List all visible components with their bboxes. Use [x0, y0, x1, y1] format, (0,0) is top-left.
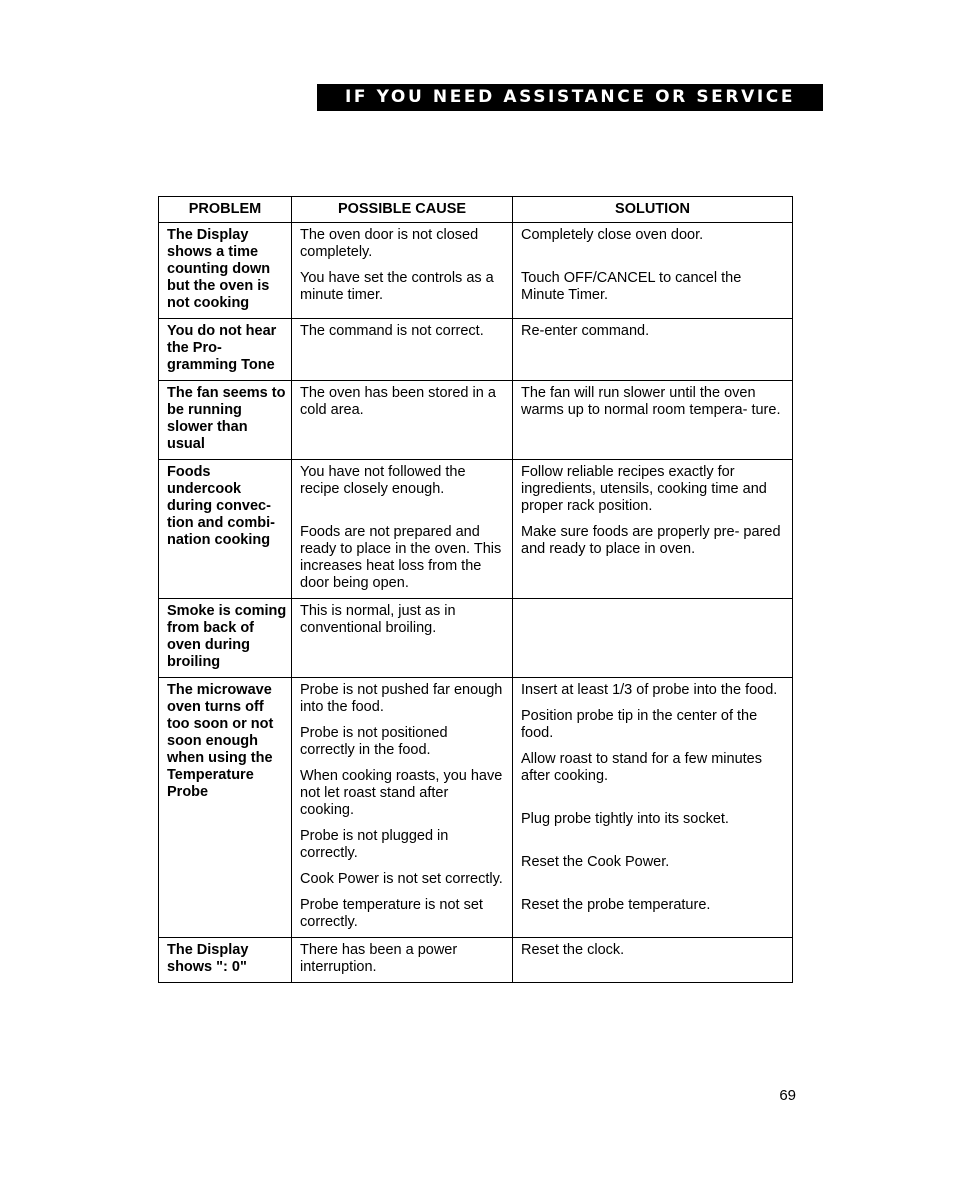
cause-entry: Probe is not positioned correctly in the food.: [300, 725, 448, 758]
solution-cell: [513, 381, 793, 460]
table-header-row: [159, 197, 793, 223]
problem-cell: The fan seems to be running slower than usual: [159, 381, 292, 460]
cause-entry: When cooking roasts, you have not let roast stand after cooking.: [300, 768, 503, 818]
solution-entry: Follow reliable recipes exactly for ingredients, utensils, cooking time and proper rack position.: [521, 464, 767, 514]
cause-cell: [292, 678, 513, 938]
problem-cell: The Display shows a time counting down but the oven is not cooking: [159, 223, 292, 319]
cause-entry: The oven has been stored in a cold area.: [300, 385, 496, 418]
column-header-solution: SOLUTION: [513, 197, 793, 223]
cause-entry: Cook Power is not set correctly.: [300, 871, 503, 887]
solution-cell: [513, 599, 793, 678]
table-row: [159, 938, 793, 983]
solution-entry: Reset the clock.: [521, 942, 625, 958]
solution-entry: Reset the probe temperature.: [521, 897, 711, 913]
solution-cell: [513, 938, 793, 983]
cause-cell: [292, 599, 513, 678]
table-row: [159, 460, 793, 599]
table-row: [159, 223, 793, 319]
solution-cell: [513, 223, 793, 319]
cause-cell: [292, 460, 513, 599]
cause-entry: The oven door is not closed completely.: [300, 227, 479, 260]
solution-cell: [513, 319, 793, 381]
solution-entry: Make sure foods are properly pre- pared and ready to place in oven.: [521, 524, 781, 557]
problem-cell: You do not hear the Pro- gramming Tone: [159, 319, 292, 381]
problem-cell: Foods undercook during convec- tion and combi- nation cooking: [159, 460, 292, 599]
table-row: [159, 319, 793, 381]
cause-entry: Probe is not plugged in correctly.: [300, 828, 449, 861]
solution-entry: Position probe tip in the center of the food.: [521, 708, 758, 741]
problem-cell: Smoke is coming from back of oven during broiling: [159, 599, 292, 678]
solution-entry: Plug probe tightly into its socket.: [521, 811, 729, 827]
table-row: [159, 678, 793, 938]
solution-entry: Completely close oven door.: [521, 227, 704, 243]
table-row: [159, 599, 793, 678]
troubleshooting-table: [158, 196, 793, 983]
cause-cell: [292, 938, 513, 983]
cause-entry: This is normal, just as in conventional broiling.: [300, 603, 456, 636]
cause-entry: Probe is not pushed far enough into the food.: [300, 682, 503, 715]
page-number: 69: [779, 1087, 796, 1104]
table-row: [159, 381, 793, 460]
cause-entry: You have not followed the recipe closely enough.: [300, 464, 466, 497]
solution-entry: Touch OFF/CANCEL to cancel the Minute Timer.: [521, 270, 742, 303]
cause-entry: Foods are not prepared and ready to place in the oven. This increases heat loss from the door being open.: [300, 524, 502, 591]
solution-cell: [513, 678, 793, 938]
solution-entry: Re-enter command.: [521, 323, 650, 339]
cause-entry: There has been a power interruption.: [300, 942, 458, 975]
cause-entry: The command is not correct.: [300, 323, 484, 339]
cause-cell: [292, 223, 513, 319]
solution-entry: Insert at least 1/3 of probe into the food.: [521, 682, 778, 698]
problem-cell: The Display shows ": 0": [159, 938, 292, 983]
section-header: IF YOU NEED ASSISTANCE OR SERVICE: [317, 84, 823, 111]
solution-entry: Allow roast to stand for a few minutes after cooking.: [521, 751, 762, 784]
column-header-problem: PROBLEM: [159, 197, 292, 223]
solution-entry: The fan will run slower until the oven warms up to normal room tempera- ture.: [521, 385, 781, 418]
cause-cell: [292, 319, 513, 381]
cause-cell: [292, 381, 513, 460]
solution-cell: [513, 460, 793, 599]
cause-entry: Probe temperature is not set correctly.: [300, 897, 483, 930]
cause-entry: You have set the controls as a minute timer.: [300, 270, 494, 303]
problem-cell: The microwave oven turns off too soon or not soon enough when using the Temperature Probe: [159, 678, 292, 938]
solution-entry: Reset the Cook Power.: [521, 854, 670, 870]
column-header-possible-cause: POSSIBLE CAUSE: [292, 197, 513, 223]
